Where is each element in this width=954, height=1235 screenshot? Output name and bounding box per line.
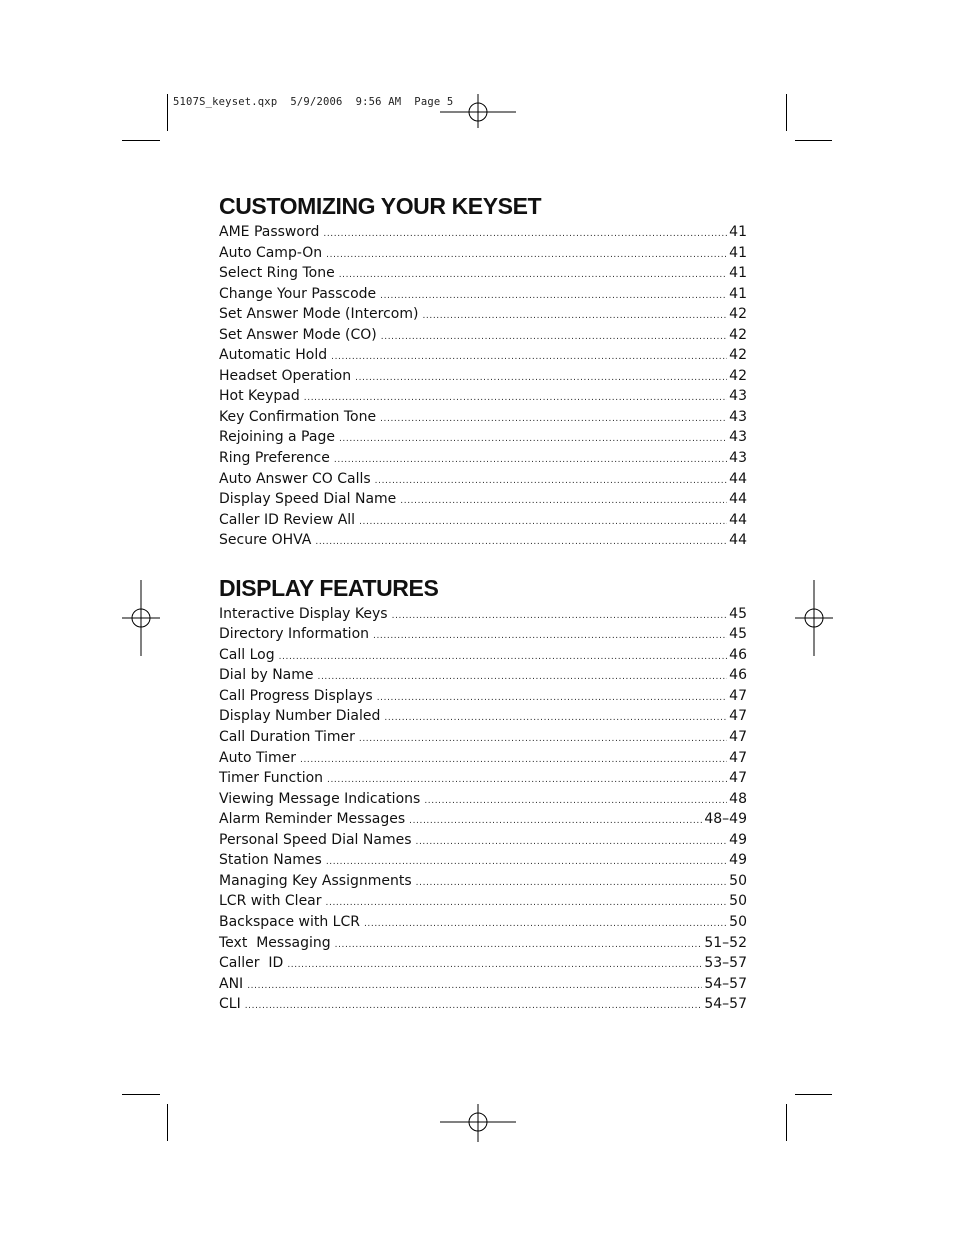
toc-entry-display-speed-dial-name	[219, 489, 747, 510]
dot-leader	[381, 327, 727, 348]
toc-entry-label: Call Duration Timer	[219, 729, 355, 746]
registration-mark-left	[122, 580, 160, 656]
toc-entry-label: Auto Answer CO Calls	[219, 470, 371, 487]
toc-entry-automatic-hold	[219, 345, 747, 366]
toc-entry-dial-by-name	[219, 665, 747, 686]
toc-entry-label: Change Your Passcode	[219, 285, 377, 302]
toc-entry-rejoining-page	[219, 427, 747, 448]
dot-leader	[400, 491, 727, 512]
crop-mark-bottom-left-horizontal	[122, 1094, 160, 1095]
toc-entry-station-names	[219, 850, 747, 871]
dot-leader	[326, 852, 727, 873]
dot-leader	[245, 996, 703, 1017]
dot-leader	[300, 750, 727, 771]
toc-entry-label: Secure OHVA	[219, 532, 312, 549]
toc-entry-page: 47	[729, 708, 747, 725]
toc-entry-label: Ring Preference	[219, 450, 330, 467]
toc-entry-label: Auto Timer	[219, 749, 296, 766]
dot-leader	[416, 832, 728, 853]
dot-leader	[334, 450, 727, 471]
toc-entry-page: 41	[729, 265, 747, 282]
toc-entry-page: 43	[729, 450, 747, 467]
dot-leader	[375, 471, 728, 492]
dot-leader	[287, 955, 702, 976]
toc-entry-label: Set Answer Mode (CO)	[219, 326, 377, 343]
toc-entry-interactive-display-keys	[219, 604, 747, 625]
registration-mark-top	[440, 94, 516, 128]
dot-leader	[315, 532, 727, 553]
toc-entry-page: 41	[729, 285, 747, 302]
dot-leader	[392, 606, 728, 627]
toc-entry-label: AME Password	[219, 224, 320, 240]
toc-entry-text-messaging	[219, 933, 747, 954]
toc-entry-page: 50	[729, 872, 747, 889]
toc-entry-backspace-with-lcr	[219, 912, 747, 933]
toc-entry-label: Personal Speed Dial Names	[219, 831, 412, 848]
toc-entry-call-log	[219, 645, 747, 666]
dot-leader	[377, 688, 727, 709]
toc-entry-change-passcode	[219, 284, 747, 305]
toc-entry-page: 42	[729, 306, 747, 323]
toc-entry-label: Display Number Dialed	[219, 708, 381, 725]
toc-entry-page: 47	[729, 729, 747, 746]
dot-leader	[380, 286, 727, 307]
registration-mark-bottom	[440, 1104, 516, 1142]
toc-entry-label: Call Log	[219, 646, 275, 663]
dot-leader	[331, 347, 727, 368]
dot-leader	[355, 368, 727, 389]
toc-entry-label: Timer Function	[219, 770, 324, 787]
toc-entry-label: Key Confirmation Tone	[219, 408, 377, 425]
crop-mark-top-left-horizontal	[122, 140, 160, 141]
toc-entry-page: 50	[729, 913, 747, 930]
toc-entry-label: Call Progress Displays	[219, 687, 373, 704]
section-title-display-features: DISPLAY FEATURES	[219, 574, 439, 601]
toc-entry-viewing-message-indications	[219, 789, 747, 810]
toc-entry-lcr-with-clear	[219, 891, 747, 912]
toc-entry-label: Dial by Name	[219, 667, 314, 684]
dot-leader	[359, 512, 727, 533]
toc-entry-cli	[219, 994, 747, 1015]
toc-entry-directory-information	[219, 624, 747, 645]
toc-entry-page: 50	[729, 893, 747, 910]
toc-entry-ani	[219, 974, 747, 995]
toc-entry-page: 54–57	[704, 975, 747, 992]
dot-leader	[422, 306, 727, 327]
toc-entry-label: Select Ring Tone	[219, 265, 335, 282]
toc-entry-page: 47	[729, 749, 747, 766]
dot-leader	[364, 914, 727, 935]
dot-leader	[279, 647, 728, 668]
dot-leader	[318, 667, 728, 688]
toc-entry-page: 41	[729, 244, 747, 261]
toc-entry-label: Auto Camp-On	[219, 244, 323, 261]
toc-entry-page: 43	[729, 388, 747, 405]
dot-leader	[335, 935, 703, 956]
crop-mark-bottom-left-vertical	[167, 1104, 168, 1141]
toc-entry-hot-keypad	[219, 386, 747, 407]
dot-leader	[339, 429, 727, 450]
toc-entry-page: 43	[729, 429, 747, 446]
toc-entry-page: 48	[729, 790, 747, 807]
toc-entry-managing-key-assignments	[219, 871, 747, 892]
toc-entry-caller-id-review-all	[219, 510, 747, 531]
toc-entry-page: 43	[729, 408, 747, 425]
toc-entry-page: 53–57	[704, 955, 747, 972]
toc-entry-call-duration-timer	[219, 727, 747, 748]
toc-entry-label: Text Messaging	[219, 934, 331, 951]
toc-entry-label: LCR with Clear	[219, 893, 322, 910]
printer-slug: 5107S_keyset.qxp 5/9/2006 9:56 AM Page 5	[173, 96, 454, 108]
toc-entry-page: 51–52	[704, 934, 747, 951]
toc-entry-label: Hot Keypad	[219, 388, 300, 405]
toc-entry-label: Viewing Message Indications	[219, 790, 421, 807]
toc-entry-page: 47	[729, 770, 747, 787]
toc-entry-page: 42	[729, 326, 747, 343]
toc-entry-display-number-dialed	[219, 706, 747, 727]
toc-entry-page: 48–49	[704, 811, 747, 828]
toc-entry-answer-mode-co	[219, 325, 747, 346]
toc-entry-page: 46	[729, 646, 747, 663]
toc-entry-page: 54–57	[704, 996, 747, 1013]
toc-entry-auto-camp-on	[219, 243, 747, 264]
toc-entry-page: 44	[729, 491, 747, 508]
toc-entry-personal-speed-dial-names	[219, 830, 747, 851]
toc-entry-page: 44	[729, 511, 747, 528]
toc-entry-secure-ohva	[219, 530, 747, 551]
crop-mark-top-left-vertical	[167, 94, 168, 131]
toc-entry-page: 41	[729, 224, 747, 240]
toc-entry-label: Caller ID	[219, 955, 284, 972]
toc-entry-label: Managing Key Assignments	[219, 872, 412, 889]
dot-leader	[359, 729, 727, 750]
toc-list-customizing	[219, 222, 747, 551]
crop-mark-top-right-vertical	[786, 94, 787, 131]
toc-entry-label: Automatic Hold	[219, 347, 328, 364]
crop-mark-top-right-horizontal	[795, 140, 832, 141]
dot-leader	[384, 708, 727, 729]
toc-entry-page: 47	[729, 687, 747, 704]
toc-entry-label: Directory Information	[219, 626, 370, 643]
dot-leader	[304, 388, 727, 409]
toc-entry-page: 42	[729, 367, 747, 384]
toc-entry-key-confirmation-tone	[219, 407, 747, 428]
dot-leader	[373, 626, 727, 647]
crop-mark-bottom-right-horizontal	[795, 1094, 832, 1095]
toc-entry-auto-timer	[219, 748, 747, 769]
dot-leader	[326, 245, 727, 266]
toc-entry-page: 44	[729, 532, 747, 549]
toc-list-display-features	[219, 604, 747, 1015]
dot-leader	[380, 409, 727, 430]
toc-entry-page: 42	[729, 347, 747, 364]
toc-entry-label: Set Answer Mode (Intercom)	[219, 306, 419, 323]
toc-entry-page: 44	[729, 470, 747, 487]
toc-entry-answer-mode-intercom	[219, 304, 747, 325]
dot-leader	[339, 265, 727, 286]
toc-entry-label: Rejoining a Page	[219, 429, 335, 446]
toc-entry-label: CLI	[219, 996, 241, 1013]
toc-entry-caller-id	[219, 953, 747, 974]
toc-entry-headset-operation	[219, 366, 747, 387]
dot-leader	[409, 811, 702, 832]
toc-entry-page: 46	[729, 667, 747, 684]
toc-entry-label: Display Speed Dial Name	[219, 491, 397, 508]
toc-entry-label: Alarm Reminder Messages	[219, 811, 406, 828]
toc-entry-page: 49	[729, 852, 747, 869]
toc-entry-alarm-reminder-messages	[219, 809, 747, 830]
toc-entry-ame-password	[219, 222, 747, 243]
crop-mark-bottom-right-vertical	[786, 1104, 787, 1141]
dot-leader	[416, 873, 728, 894]
dot-leader	[326, 893, 728, 914]
table-of-contents	[219, 190, 747, 1015]
toc-entry-page: 45	[729, 605, 747, 622]
dot-leader	[323, 224, 727, 245]
registration-mark-right	[795, 580, 833, 656]
toc-entry-label: Station Names	[219, 852, 322, 869]
toc-entry-page: 45	[729, 626, 747, 643]
dot-leader	[247, 976, 702, 997]
toc-entry-ring-preference	[219, 448, 747, 469]
toc-entry-label: Backspace with LCR	[219, 913, 360, 930]
toc-entry-auto-answer-co	[219, 469, 747, 490]
toc-entry-label: ANI	[219, 975, 244, 992]
dot-leader	[424, 791, 727, 812]
section-title-customizing: CUSTOMIZING YOUR KEYSET	[219, 193, 542, 219]
toc-entry-label: Headset Operation	[219, 367, 352, 384]
toc-entry-page: 49	[729, 831, 747, 848]
dot-leader	[327, 770, 727, 791]
toc-entry-select-ring-tone	[219, 263, 747, 284]
toc-entry-call-progress-displays	[219, 686, 747, 707]
toc-entry-label: Interactive Display Keys	[219, 605, 388, 622]
toc-entry-label: Caller ID Review All	[219, 511, 356, 528]
toc-entry-timer-function	[219, 768, 747, 789]
